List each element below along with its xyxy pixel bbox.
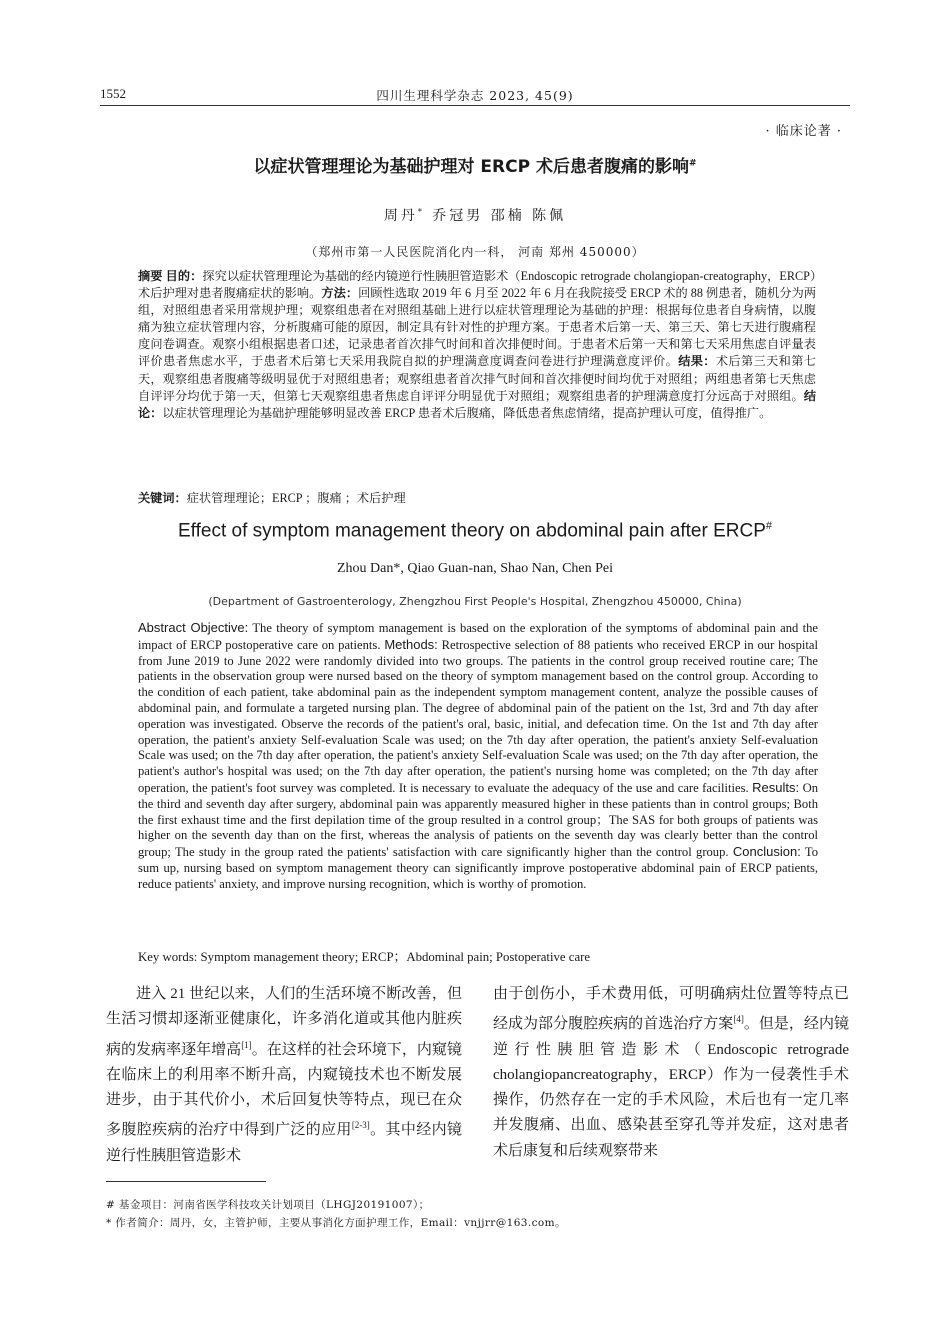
body-left-text-3: 。其中经内镜逆行性胰胆管造影术 [106, 1122, 462, 1164]
abstract-chinese [138, 268, 816, 422]
results-text: 术后第三天和第七天，观察组患者腹痛等级明显优于对照组患者；观察组患者首次排气时间和首次排便时间均优于对照组；两组患者第七天焦虑自评评分均优于第一天，但第七天观察组患者焦虑自评评分明显优于对照组；观察组患者的护理满意度打分远高于对照组。 [138, 354, 816, 403]
conclusion-text: 以症状管理理论为基础护理能够明显改善 ERCP 患者术后腹痛，降低患者焦虑情绪，提高护理认可度，值得推广。 [162, 405, 772, 420]
other-authors-cn: 乔冠男 邵楠 陈佩 [424, 208, 567, 224]
abstract-en-results-label: Results: [752, 779, 800, 795]
objective-label: 目的： [165, 269, 203, 283]
affiliation-english: (Department of Gastroenterology, Zhengzhou First People's Hospital, Zhengzhou 450000, China) [208, 595, 742, 608]
abstract-en-objective-label: Abstract Objective: [138, 620, 249, 635]
title-cn-mark: # [688, 158, 697, 169]
objective-text: 探究以症状管理理论为基础的经内镜逆行性胰胆管造影术（Endoscopic retrograde cholangiopan-creatography，ERCP）术后护理对患者腹痛症状的影响。 [138, 269, 817, 301]
affiliation-chinese: （郑州市第一人民医院消化内一科， 河南 郑州 450000） [305, 245, 645, 259]
title-en-text: Effect of symptom management theory on abdominal pain after ERCP [177, 520, 766, 542]
abstract-en-conclusion: To sum up, nursing based on symptom management theory can significantly improve postoperative abdominal pain of ERCP patients, reduce patients' anxiety, and improve nursing recognition, which is worthy of promotion. [138, 845, 819, 891]
abstract-en-results: On the third and seventh day after surgery, abdominal pain was apparently measured higher in these patients than in control groups; Both the first exhaust time and the first depilation time of the group resulted in a control group；The SAS for both groups of patients was higher on the seventh day than on the first, whereas the analysis of patients on the seventh day was clearly better than the control group; The study in the group rated the patients' satisfaction with care significantly higher than the control group. [138, 780, 818, 860]
authors-english: Zhou Dan*, Qiao Guan-nan, Shao Nan, Chen Pei [336, 561, 614, 576]
body-right-text-2: 。但是，经内镜逆行性胰胆管造影术（Endoscopic retrograde cholangiopancreatography，ERCP）作为一侵袭性手术操作，仍然存在一定的手术风险，术后也有一定几率并发腹痛、出血、感染甚至穿孔等并发症，这对患者术后康复和后续观察带来 [493, 1016, 849, 1159]
journal-header: 四川生理科学杂志 2023, 45(9) [376, 88, 574, 103]
abstract-en-conclusion-label: Conclusion: [732, 844, 801, 860]
page-number: 1552 [100, 86, 126, 101]
abstract-label: 摘要 [138, 269, 163, 283]
footnote-rule [106, 1181, 266, 1182]
keywords-text: 症状管理理论；ERCP ；腹痛 ；术后护理 [186, 491, 406, 505]
conclusion-label: 结论： [138, 388, 816, 420]
abstract-en-methods-label: Methods: [384, 636, 438, 652]
citation-2-3: [2-3] [351, 1120, 370, 1131]
header-rule [100, 105, 850, 106]
body-left-text-1: 进入 21 世纪以来，人们的生活环境不断改善，但生活习惯却逐渐亚健康化，许多消化道或其他内脏疾病的发病率逐年增高 [106, 986, 462, 1058]
authors-chinese [0, 205, 950, 225]
body-column-right [493, 982, 849, 1164]
citation-1: [1] [241, 1039, 252, 1050]
abstract-english [138, 620, 818, 893]
body-column-left [106, 982, 462, 1169]
results-label: 结果： [678, 354, 716, 369]
first-author-cn: 周丹 [383, 208, 418, 224]
section-label: · 临床论著 · [765, 124, 842, 139]
title-chinese [0, 152, 950, 177]
abstract-en-objective: The theory of symptom management is based on the exploration of the symptoms of abdominal pain and the impact of ERCP postoperative care on patients. [138, 621, 818, 652]
methods-label: 方法： [321, 286, 359, 301]
citation-4: [4] [733, 1014, 744, 1025]
keywords-chinese [138, 489, 406, 506]
abstract-en-methods: Retrospective selection of 88 patients who received ERCP in our hospital from June 2019 to June 2022 were randomly divided into two groups. The patients in the control group received routine care; The patients in the observation group were nursed based on the theory of symptom management based on the control group. According to the condition of each patient, take abdominal pain as the independent symptom management content, analyze the possible causes of abdominal pain, and formulate a targeted nursing plan. The degree of abdominal pain of the patient on the 1st, 3rd and 7th day after operation was investigated. Observe the records of the patient's oral, basic, initial, and defecation time. On the 1st and 7th day after operation, the patient's anxiety Self-evaluation Scale was used; on the 7th day after operation, the patient's anxiety Self-evaluation Scale was used; on the 7th day after operation, the patient's anxiety Self-evaluation Scale was used; on the 7th day after operation, the patient's author's hospital was used; on the 7th day after operation, the patient's nursing home was completed; on the 7th day after operation, the patient's foot survey was completed. It is necessary to evaluate the adequacy of the use and care facilities. [138, 637, 818, 795]
body-left-text-2: 。在这样的社会环境下，内窥镜在临床上的利用率不断升高，内窥镜技术也不断发展进步，由于其代价小，术后回复快等特点，现已在众多腹腔疾病的治疗中得到广泛的应用 [106, 1041, 462, 1139]
author-mark: * [417, 207, 425, 217]
body-right-text-1: 由于创伤小，手术费用低，可明确病灶位置等特点已经成为部分腹腔疾病的首选治疗方案 [493, 986, 849, 1033]
methods-text: 回顾性选取 2019 年 6 月至 2022 年 6 月在我院接受 ERCP 术的 88 例患者，随机分为两组，对照组患者采用常规护理；观察组患者在对照组基础上进行以症状管理理论为基础的护理：根据每位患者自身病情，以腹痛为独立症状管理内容，分析腹痛可能的原因，制定具有针对性的护理方案。于患者术后第一天、第三天、第七天进行腹痛程度问卷调查。观察小组根据患者口述，记录患者首次排气时间和首次排便时间。于患者术后第一天和第七天采用焦虑自评量表评价患者焦虑水平，于患者术后第七天采用我院自拟的护理满意度调查问卷进行护理满意度评价。 [138, 286, 817, 369]
keywords-english: Key words: Symptom management theory; ERCP；Abdominal pain; Postoperative care [138, 950, 591, 964]
title-cn-text: 以症状管理理论为基础护理对 ERCP 术后患者腹痛的影响 [253, 157, 689, 177]
footnote-author: * 作者简介：周丹，女，主管护师，主要从事消化方面护理工作，Email：vnjjrr@163.com。 [106, 1217, 566, 1229]
footnote-fund: # 基金项目：河南省医学科技攻关计划项目（LHGJ20191007）； [106, 1199, 430, 1211]
title-english [0, 520, 950, 542]
keywords-label: 关键词： [138, 491, 187, 505]
title-en-mark: # [765, 520, 773, 532]
